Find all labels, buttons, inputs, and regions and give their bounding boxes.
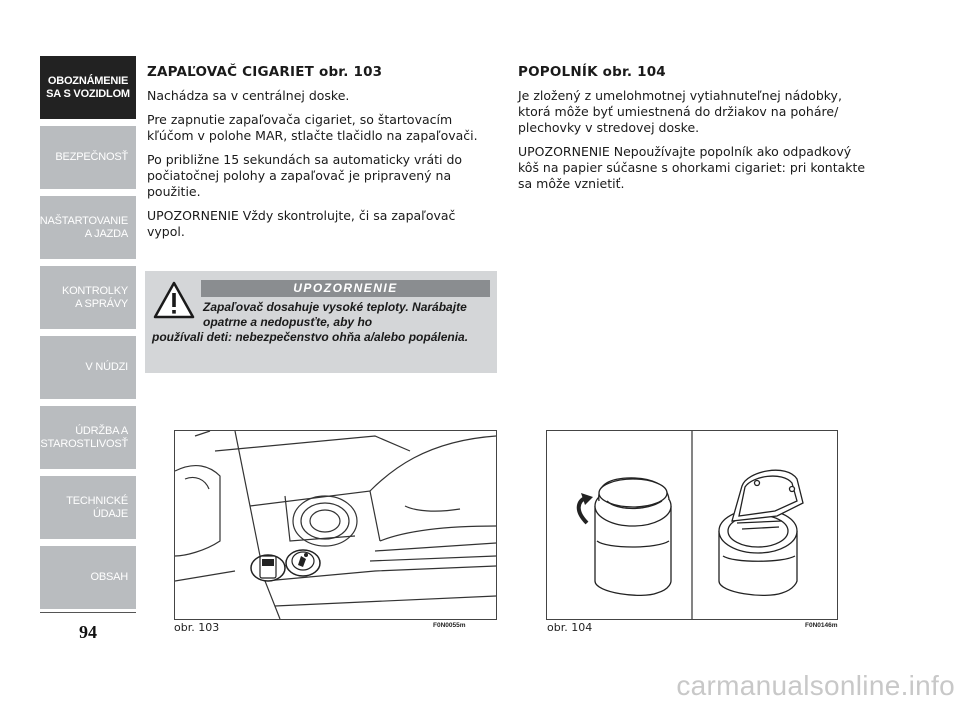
tab-label: OBSAH [90,571,128,583]
paragraph: Nachádza sa v centrálnej doske. [147,88,350,103]
warning-text: Zapaľovač dosahuje vysoké teploty. Narábajte opatrne a nedopusťte, aby ho [203,300,467,329]
paragraph: UPOZORNENIE Nepoužívajte popolník ako odpadkový kôš na papier súčasne s ohorkami cigariet: pri kontakte sa môže vznietiť. [518,144,866,191]
tab-label: BEZPEČNOSŤ [55,151,128,163]
tab-label: ÚDRŽBA A STAROSTLIVOSŤ [40,424,128,450]
tab-oboznamenie[interactable] [40,56,136,119]
tab-label: OBOZNÁMENIE SA S VOZIDLOM [46,74,130,100]
warning-title: UPOZORNENIE [201,280,490,297]
esp-off-button-drawing [251,555,285,581]
section-heading: ZAPAĽOVAČ CIGARIET obr. 103 [147,64,383,80]
tab-udrzba[interactable] [40,406,136,469]
tab-v-nudzi[interactable] [40,336,136,399]
figure-caption: obr. 103 [174,621,220,634]
paragraph: Je zložený z umelohmotnej vytiahnuteľnej nádobky, ktorá môže byť umiestnená do držiakov na poháre/ plechovky v stredovej doske. [518,88,842,135]
paragraph: Pre zapnutie zapaľovača cigariet, so štartovacím kľúčom v polohe MAR, stlačte tlačidlo na zapaľovači. [147,112,478,143]
tab-technicke[interactable] [40,476,136,539]
warning-text: používali deti: nebezpečenstvo ohňa a/alebo popálenia. [152,330,469,344]
figure-cigarette-lighter [174,430,497,620]
paragraph: Po približne 15 sekundách sa automaticky vráti do počiatočnej polohy a zapaľovač je pripravený na použitie. [147,152,463,199]
page-number: 94 [79,622,97,642]
ashtray-section [518,64,868,200]
tab-obsah[interactable] [40,546,136,609]
tab-bezpecnost[interactable] [40,126,136,189]
figure-ashtray [546,430,838,620]
paragraph: UPOZORNENIE Vždy skontrolujte, či sa zapaľovač vypol. [147,208,456,239]
watermark-text: carmanualsonline.info [676,670,955,701]
section-heading: POPOLNÍK obr. 104 [518,64,666,80]
figure-caption: obr. 104 [547,621,593,634]
cigarette-lighter-section [147,64,492,248]
tab-kontrolky[interactable] [40,266,136,329]
figure-code: F0N0055m [433,622,466,629]
tab-label: KONTROLKY A SPRÁVY [61,284,128,310]
warning-triangle-icon [153,281,195,319]
tab-label: TECHNICKÉ ÚDAJE [66,494,128,520]
lighter-illustration [175,431,496,619]
figure-code: F0N0146m [805,622,838,629]
tab-label: NAŠTARTOVANIE A JAZDA [39,214,128,240]
sidebar-divider [40,612,136,613]
tab-nastartovanie[interactable] [40,196,136,259]
tab-label: V NÚDZI [85,361,128,373]
ashtray-illustration [547,431,837,619]
